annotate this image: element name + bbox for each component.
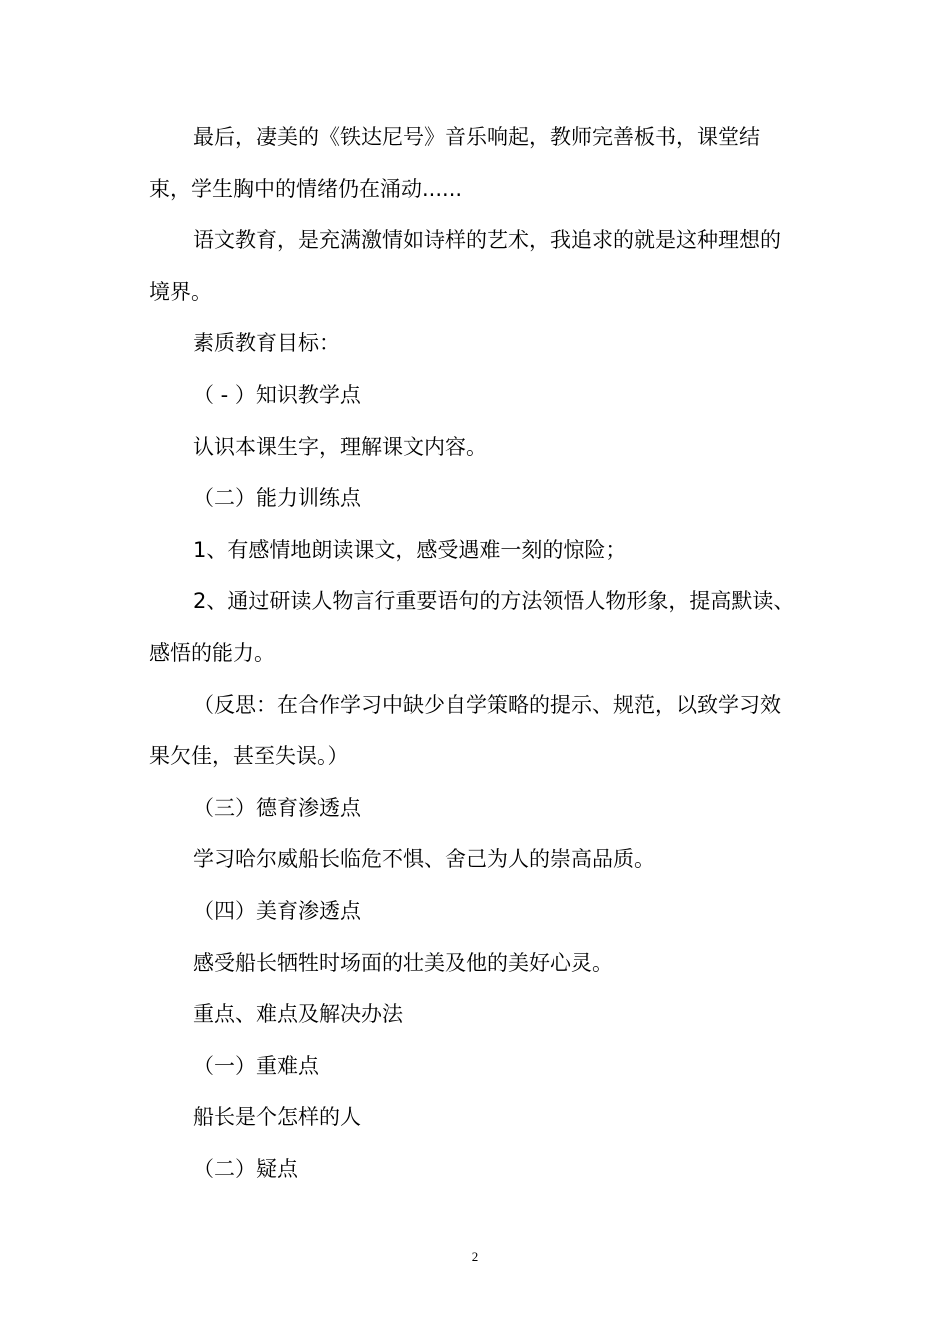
paragraph-knowledge-content: 认识本课生字，理解课文内容。 bbox=[193, 434, 487, 459]
paragraph-aesthetic-content: 感受船长牺牲时场面的壮美及他的美好心灵。 bbox=[193, 950, 613, 975]
paragraph-moral-content: 学习哈尔威船长临危不惧、舍己为人的崇高品质。 bbox=[193, 847, 655, 872]
heading-aesthetic-education: （四）美育渗透点 bbox=[193, 898, 361, 923]
list-item-ability-1: 1、有感情地朗读课文，感受遇难一刻的惊险； bbox=[193, 537, 627, 562]
heading-quality-goals: 素质教育目标： bbox=[193, 331, 340, 356]
heading-key-points: （一）重难点 bbox=[193, 1053, 319, 1078]
page-number: 2 bbox=[471, 1249, 479, 1264]
list-item-ability-2: 2、通过研读人物言行重要语句的方法领悟人物形象，提高默读、感悟的能力。 bbox=[149, 589, 795, 665]
heading-doubt-points: （二）疑点 bbox=[193, 1156, 298, 1181]
heading-moral-education: （三）德育渗透点 bbox=[193, 795, 361, 820]
heading-key-difficult-points: 重点、难点及解决办法 bbox=[193, 1002, 403, 1027]
paragraph-key-points-content: 船长是个怎样的人 bbox=[193, 1105, 361, 1130]
heading-ability-training: （二）能力训练点 bbox=[193, 486, 361, 511]
document-body bbox=[149, 112, 801, 1195]
paragraph-chinese-education: 语文教育，是充满激情如诗样的艺术，我追求的就是这种理想的境界。 bbox=[149, 228, 781, 304]
paragraph-closing-scene: 最后，凄美的《铁达尼号》音乐响起，教师完善板书，课堂结束，学生胸中的情绪仍在涌动...... bbox=[149, 125, 760, 201]
paragraph-reflection: （反思：在合作学习中缺少自学策略的提示、规范，以致学习效果欠佳，甚至失误。） bbox=[149, 692, 781, 769]
heading-knowledge-points: （ - ）知识教学点 bbox=[193, 382, 361, 407]
